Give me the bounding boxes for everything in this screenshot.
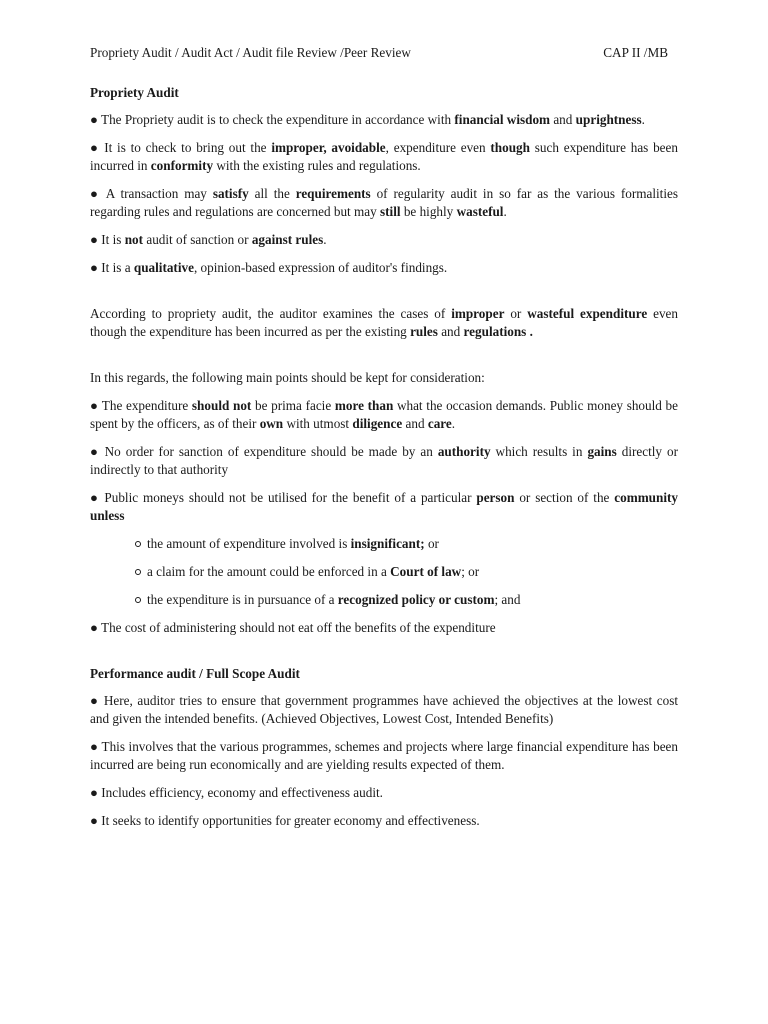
propriety-bullet-1: ● The Propriety audit is to check the expenditure in accordance with financial wisdom and uprightness.: [90, 112, 645, 127]
sub-point-3: the expenditure is in pursuance of a recognized policy or custom; and: [135, 591, 678, 609]
section-heading-performance: Performance audit / Full Scope Audit: [90, 666, 300, 681]
performance-bullet-3: ● Includes efficiency, economy and effectiveness audit.: [90, 785, 383, 800]
propriety-bullet-2: ● It is to check to bring out the improper, avoidable, expenditure even though such expenditure has been incurred in conformity with the existing rules and regulations.: [90, 140, 678, 173]
propriety-bullet-4: ● It is not audit of sanction or against rules.: [90, 232, 327, 247]
document-page: [90, 44, 678, 840]
sub-point-2: a claim for the amount could be enforced in a Court of law; or: [135, 563, 678, 581]
propriety-bullet-3: ● A transaction may satisfy all the requirements of regularity audit in so far as the various formalities regarding rules and regulations are concerned but may still be highly wasteful.: [90, 186, 678, 219]
circle-bullet-icon: [135, 597, 141, 603]
header-title: Propriety Audit / Audit Act / Audit file Review /Peer Review: [90, 45, 411, 60]
section-heading-propriety: Propriety Audit: [90, 85, 179, 100]
performance-bullet-2: ● This involves that the various programmes, schemes and projects where large financial expenditure has been incurred are being run economically and are yielding results expected of them.: [90, 739, 678, 772]
point-1: ● The expenditure should not be prima facie more than what the occasion demands. Public money should be spent by the officers, as of their own with utmost diligence and care.: [90, 398, 679, 431]
propriety-bullet-5: ● It is a qualitative, opinion-based expression of auditor's findings.: [90, 260, 448, 275]
propriety-paragraph: According to propriety audit, the auditor examines the cases of improper or wasteful expenditure even though the expenditure has been incurred as per the existing rules and regulations .: [90, 306, 678, 339]
performance-bullet-4: ● It seeks to identify opportunities for greater economy and effectiveness.: [90, 813, 480, 828]
sub-point-1: the amount of expenditure involved is insignificant; or: [135, 535, 678, 553]
performance-bullet-1: ● Here, auditor tries to ensure that government programmes have achieved the objectives at the lowest cost and given the intended benefits. (Achieved Objectives, Lowest Cost, Intended Benefits): [90, 693, 678, 726]
point-4: ● The cost of administering should not eat off the benefits of the expenditure: [90, 620, 496, 635]
page-header: [90, 44, 678, 62]
circle-bullet-icon: [135, 569, 141, 575]
header-course: CAP II /MB: [603, 45, 668, 60]
point-2: ● No order for sanction of expenditure should be made by an authority which results in gains directly or indirectly to that authority: [90, 444, 679, 477]
point-3: ● Public moneys should not be utilised for the benefit of a particular person or section of the community unless: [90, 490, 679, 523]
circle-bullet-icon: [135, 541, 141, 547]
considerations-intro: In this regards, the following main points should be kept for consideration:: [90, 370, 485, 385]
